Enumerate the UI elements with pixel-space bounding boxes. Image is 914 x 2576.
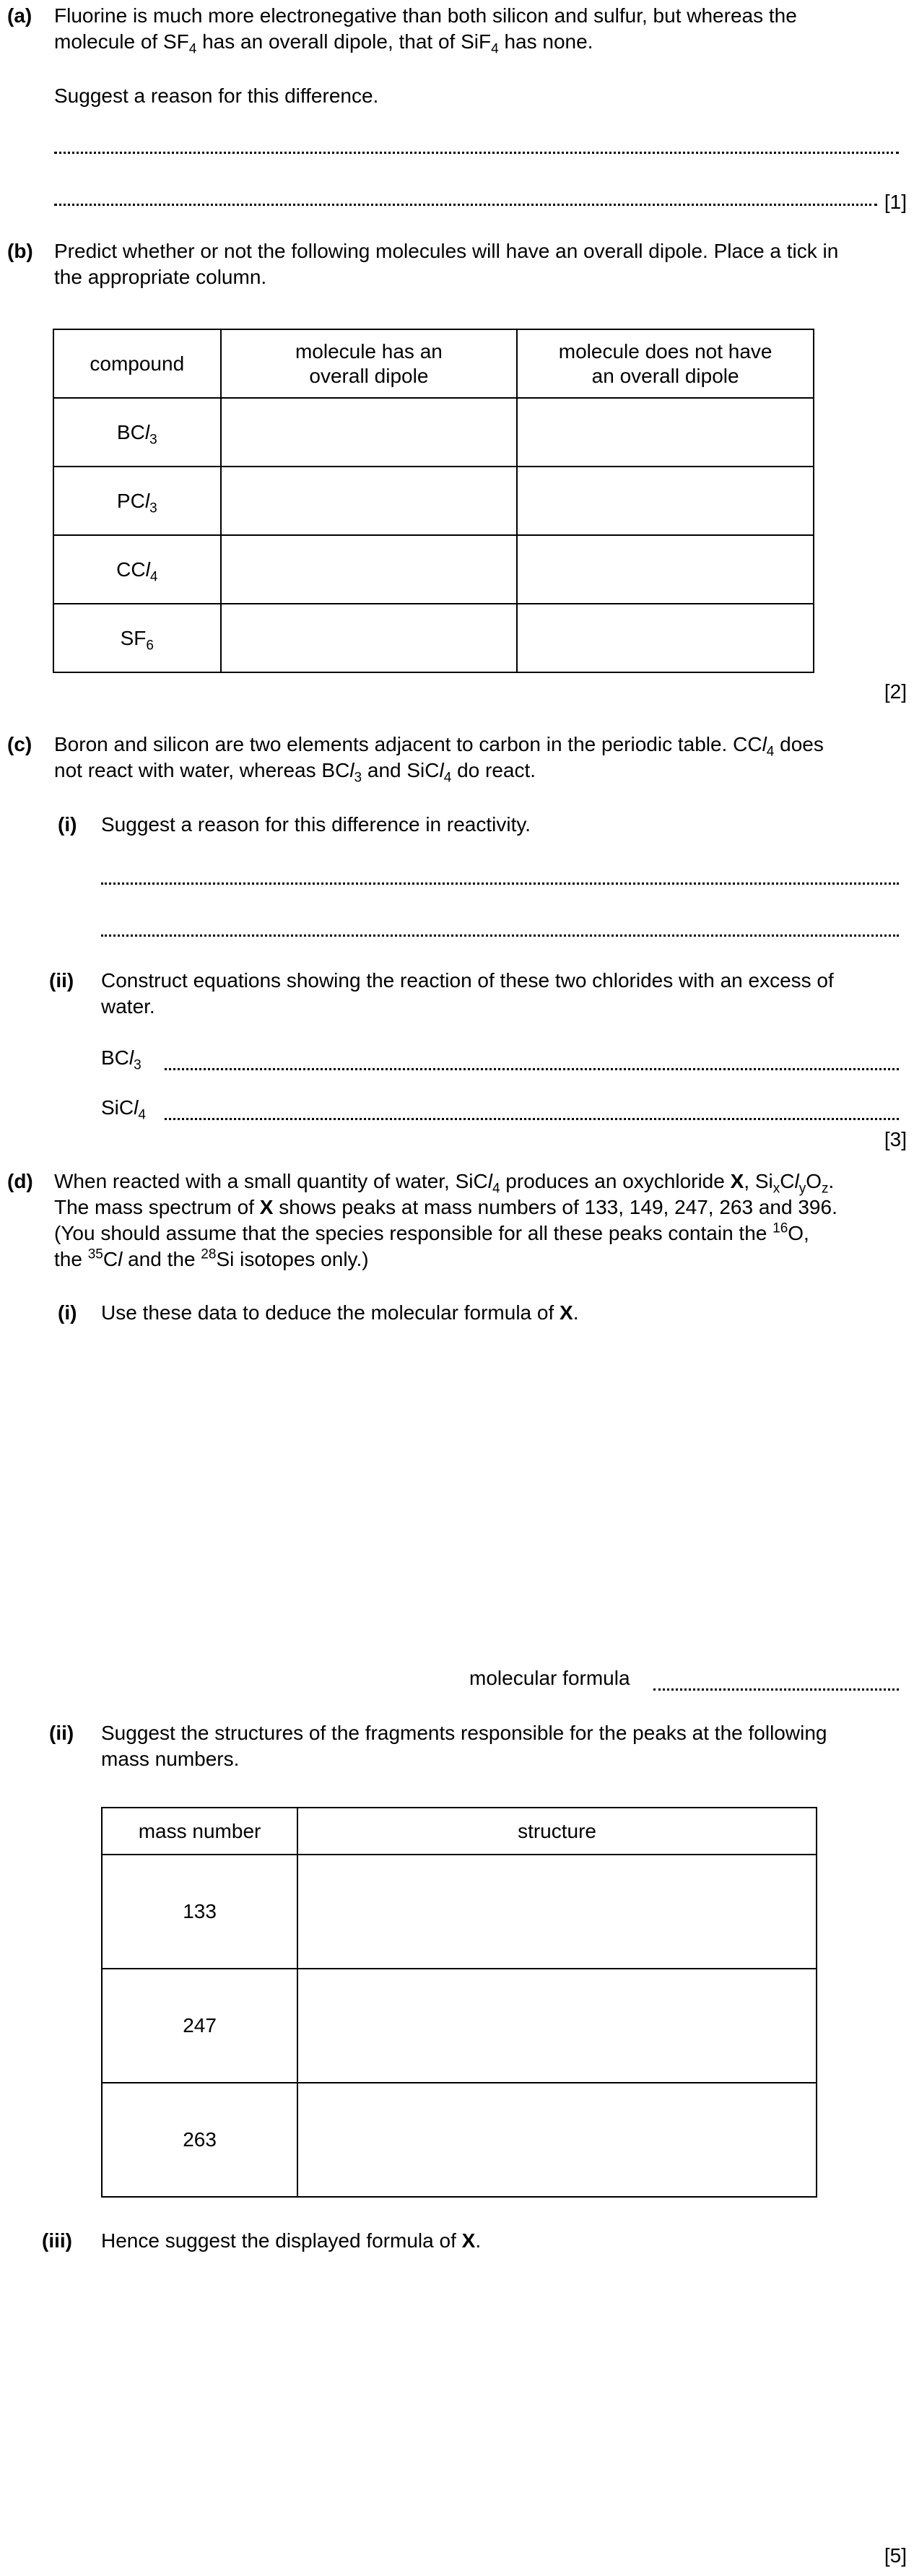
part-d-line-4: the $^{35}$Cl and the $^{28}$Si isotopes only.) bbox=[54, 1246, 369, 1270]
part-b-line-1: Predict whether or not the following molecules will have an overall dipole. Place a tick in bbox=[54, 240, 839, 262]
dipole-table bbox=[53, 329, 814, 673]
part-d-iii-text: Hence suggest the displayed formula of X. bbox=[101, 2229, 482, 2252]
equation-bcl3-line[interactable] bbox=[165, 1068, 899, 1070]
part-a-line-2-c: has none. bbox=[498, 30, 593, 53]
part-b-mark: [2] bbox=[884, 680, 907, 703]
part-a-mark: [1] bbox=[884, 191, 907, 213]
part-a-answer-line-1[interactable] bbox=[54, 152, 899, 154]
compound-sf6: $SF_6$ bbox=[53, 604, 221, 672]
part-d-i-text: Use these data to deduce the molecular formula of X. bbox=[101, 1301, 579, 1324]
part-a-sub-2: 4 bbox=[491, 41, 499, 57]
sf6-no-dipole-cell[interactable] bbox=[517, 604, 814, 672]
part-d-ii-line-1: Suggest the structures of the fragments responsible for the peaks at the following bbox=[101, 1722, 827, 1744]
structure-cell[interactable] bbox=[297, 1969, 817, 2083]
part-c-i-answer-line-1[interactable] bbox=[101, 882, 899, 885]
part-d-ii-line-2: mass numbers. bbox=[101, 1748, 240, 1770]
part-a-line-2 bbox=[54, 29, 593, 55]
mass-header-mass-number: mass number bbox=[102, 1808, 297, 1855]
dipole-table-row bbox=[53, 535, 814, 604]
part-b-label: (b) bbox=[7, 240, 33, 262]
part-c-i-text: Suggest a reason for this difference in reactivity. bbox=[101, 813, 531, 836]
dipole-table-header-row bbox=[53, 329, 814, 398]
part-a-line-2-a: molecule of SF bbox=[54, 30, 189, 53]
part-c-ii-line-1: Construct equations showing the reaction of these two chlorides with an excess of bbox=[101, 969, 834, 992]
part-b-line-2: the appropriate column. bbox=[54, 266, 267, 288]
part-d-line-2: The mass spectrum of X shows peaks at mass numbers of 133, 149, 247, 263 and 396. bbox=[54, 1196, 837, 1218]
molecular-formula-line[interactable] bbox=[653, 1688, 899, 1691]
dipole-table-row bbox=[53, 467, 814, 535]
equation-sicl4-label: SiCl$_4$ bbox=[101, 1096, 146, 1123]
part-a-line-1-text: Fluorine is much more electronegative than both silicon and sulfur, but whereas the bbox=[54, 4, 797, 27]
mass-table-header-row bbox=[102, 1808, 817, 1855]
part-a-sub-1: 4 bbox=[188, 41, 197, 57]
mass-table-row bbox=[102, 2083, 817, 2197]
part-c-mark: [3] bbox=[884, 1128, 907, 1150]
ccl4-has-dipole-cell[interactable] bbox=[221, 535, 518, 604]
ccl4-no-dipole-cell[interactable] bbox=[517, 535, 814, 604]
dipole-header-compound: compound bbox=[53, 329, 221, 398]
part-a-label: (a) bbox=[7, 4, 32, 27]
part-d-mark: [5] bbox=[884, 2544, 907, 2567]
sf6-has-dipole-cell[interactable] bbox=[221, 604, 518, 672]
part-c-line-1: Boron and silicon are two elements adjacent to carbon in the periodic table. CCl$_4$ does bbox=[54, 733, 824, 760]
part-d-i-label: (i) bbox=[58, 1301, 77, 1324]
part-d-line-3: (You should assume that the species responsible for all these peaks contain the $^{16}$O, bbox=[54, 1220, 809, 1244]
mass-header-structure: structure bbox=[297, 1808, 817, 1855]
mass-number-cell: 133 bbox=[102, 1855, 297, 1969]
dipole-header-no-dipole: molecule does not have an overall dipole bbox=[517, 329, 814, 398]
part-a-answer-line-2[interactable] bbox=[54, 204, 877, 206]
dipole-table-row bbox=[53, 398, 814, 467]
part-d-line-1: When reacted with a small quantity of water, SiCl$_4$ produces an oxychloride X, $Si_xCl_yO_z$. bbox=[54, 1170, 835, 1197]
part-d-label: (d) bbox=[7, 1170, 33, 1192]
compound-bcl3: BCl$_3$ bbox=[53, 398, 221, 467]
pcl3-no-dipole-cell[interactable] bbox=[517, 467, 814, 535]
compound-ccl4: CCl$_4$ bbox=[53, 535, 221, 604]
pcl3-has-dipole-cell[interactable] bbox=[221, 467, 518, 535]
part-a-line-2-b: has an overall dipole, that of SiF bbox=[196, 30, 492, 53]
part-c-ii-line-2: water. bbox=[101, 995, 155, 1018]
mass-structure-table bbox=[101, 1807, 817, 2198]
structure-cell[interactable] bbox=[297, 2083, 817, 2197]
part-c-label: (c) bbox=[7, 733, 32, 755]
part-c-line-2: not react with water, whereas BCl$_3$ and SiCl$_4$ do react. bbox=[54, 759, 536, 786]
part-a-line-1 bbox=[54, 3, 797, 29]
structure-cell[interactable] bbox=[297, 1855, 817, 1969]
part-c-i-answer-line-2[interactable] bbox=[101, 934, 899, 937]
mass-table-row bbox=[102, 1855, 817, 1969]
part-c-i-label: (i) bbox=[58, 813, 77, 836]
mass-table-row bbox=[102, 1969, 817, 2083]
mass-number-cell: 247 bbox=[102, 1969, 297, 2083]
dipole-table-row bbox=[53, 604, 814, 672]
bcl3-no-dipole-cell[interactable] bbox=[517, 398, 814, 467]
dipole-header-has-dipole: molecule has an overall dipole bbox=[221, 329, 518, 398]
compound-pcl3: PCl$_3$ bbox=[53, 467, 221, 535]
equation-bcl3-label: BCl$_3$ bbox=[101, 1046, 142, 1073]
equation-sicl4-line[interactable] bbox=[165, 1118, 899, 1120]
bcl3-has-dipole-cell[interactable] bbox=[221, 398, 518, 467]
part-d-iii-label: (iii) bbox=[42, 2229, 72, 2252]
part-a-prompt: Suggest a reason for this difference. bbox=[54, 84, 379, 107]
part-c-ii-label: (ii) bbox=[49, 969, 74, 992]
mass-number-cell: 263 bbox=[102, 2083, 297, 2197]
molecular-formula-label: molecular formula bbox=[469, 1667, 630, 1689]
part-d-ii-label: (ii) bbox=[49, 1722, 74, 1744]
